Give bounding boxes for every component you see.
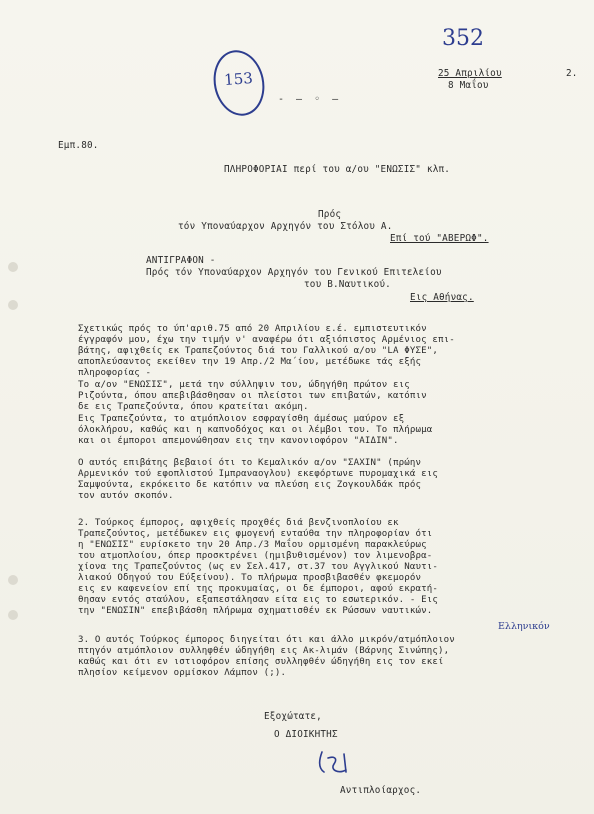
body-line: εις εν καφενείον επί της προκυμαίας, οι δε έμποροι, αφού εκρατή- bbox=[78, 584, 438, 594]
signature bbox=[316, 748, 360, 778]
body-line: Ριζούντα, όπου απεβιβάσθησαν οι πλείστοι των επιβατών, κατόπιν bbox=[78, 391, 427, 401]
closing-salutation: Εξοχώτατε, bbox=[264, 711, 322, 722]
body-line: καθώς και ότι εν ιστιοφόρον επίσης συλληφθέν ώδηγήθη εις τον εκεί bbox=[78, 657, 444, 667]
body-line: Ο αυτός επιβάτης βεβαιοί ότι το Κεμαλικόν α/ον "ΣΑΧΙΝ" (πρώην bbox=[78, 458, 422, 468]
body-line: 3. Ο αυτός Τούρκος έμπορος διηγείται ότι και άλλο μικρόν/ατμόπλοιον bbox=[78, 635, 455, 645]
body-line: και οι έμποροι απεμονώθησαν εις την κανονιοφόρον "ΑΙΔΙΝ". bbox=[78, 436, 399, 446]
separator-dash: - – ◦ – bbox=[278, 94, 342, 105]
body-line: την "ΕΝΩΣΙΝ" επεβιβάσθη πλήρωμα σχηματισθέν εκ Ρώσσων ναυτικών. bbox=[78, 606, 433, 616]
signatory-rank: Αντιπλοίαρχος. bbox=[340, 785, 422, 796]
subject-line: ΠΛΗΡΟΦΟΡΙΑΙ περί του α/ου "ΕΝΩΣΙΣ" κλπ. bbox=[224, 164, 451, 175]
body-line: θησαν εντός σταύλου, εξαπεστάλησαν είτα εις το εσωτερικόν. - Εις bbox=[78, 595, 438, 605]
addressee-ship: Επί τού "ΑΒΕΡΩΦ". bbox=[390, 233, 489, 244]
body-line: Τραπεζούντος, μετέδωκεν εις φμογενή ενταύθα την πληροφορίαν ότι bbox=[78, 529, 433, 539]
body-line: η "ΕΝΩΣΙΣ" ευρίσκετο την 20 Απρ./3 Μαΐου ορμισμένη παρακλεύρως bbox=[78, 540, 427, 550]
circled-number bbox=[208, 46, 271, 121]
body-line: πληροφορίας - bbox=[78, 368, 152, 378]
body-line: 2. Τούρκος έμπορος, αφιχθείς προχθές διά βενζινοπλοίου εκ bbox=[78, 518, 399, 528]
date-line-2: 8 Μαΐου bbox=[448, 80, 489, 91]
copy-recipient-2: του Β.Ναυτικού. bbox=[304, 279, 391, 290]
body-line: του ατμοπλοίου, όπερ προσκτρένει (ημιβυθισμένον) τον λιμενοβρα- bbox=[78, 551, 433, 561]
addressee-pros: Πρός bbox=[318, 209, 342, 220]
copy-recipient: Πρός τόν Υποναύαρχον Αρχηγόν του Γενικού Επιτελείου bbox=[146, 267, 442, 278]
body-line: έγγραφόν μου, έχω την τιμήν ν' αναφέρω ότι αξιόπιστος Αρμένιος επι- bbox=[78, 335, 455, 345]
body-line: όλοκλήρου, καθώς και η καπνοδόχος και οι λέμβοι του. Το πλήρωμα bbox=[78, 425, 433, 435]
body-line: αποπλεύσαντος εκείθεν την 19 Απρ./2 Μα΄ίου, μετέδωκε τάς εξής bbox=[78, 357, 422, 367]
copy-location: Εις Αθήνας. bbox=[410, 292, 474, 303]
addressee-line: τόν Υποναύαρχον Αρχηγόν του Στόλου Α. bbox=[178, 221, 393, 232]
circled-number-text: 153 bbox=[223, 69, 254, 89]
archive-number: 352 bbox=[442, 26, 484, 51]
body-line: τον αυτόν σκοπόν. bbox=[78, 491, 174, 501]
closing-title: Ο ΔΙΟΙΚΗΤΗΣ bbox=[274, 729, 338, 740]
body-line: λιακού Οδηγού του Εύξείνου). Το πλήρωμα προσβιβασθέν φκεμορόν bbox=[78, 573, 422, 583]
body-line: πλησίον κείμενον ορμίσκον Λάμπον (;). bbox=[78, 668, 287, 678]
page-number: 2. bbox=[566, 68, 578, 79]
body-line: πτηγόν ατμόπλοιον συλληφθέν ώδηγήθη εις Ακ-λιμάν (Βάρνης Σινώπης), bbox=[78, 646, 450, 656]
date-line-1: 25 Απριλίου bbox=[438, 68, 502, 79]
body-line: Σαμψούντα, εκρόκειτο δε κατόπιν να πλεύση εις Ζογκουλδάκ πρός bbox=[78, 480, 422, 490]
body-line: Το α/ον "ΕΝΩΣΙΣ", μετά την σύλληψιν του, ώδηγήθη πρώτον εις bbox=[78, 380, 410, 390]
body-line: Σχετικώς πρός το ύπ'αριθ.75 από 20 Απριλίου ε.έ. εμπιστευτικόν bbox=[78, 324, 427, 334]
body-line: δε εις Τραπεζούντα, όπου κρατείται ακόμη. bbox=[78, 402, 309, 412]
body-line: Αρμενικόν τού εφοπλιστού Ιμπραναογλου) εκεφόρτωνε πυρομαχικά εις bbox=[78, 469, 438, 479]
copy-label: ΑΝΤΙΓΡΑΦΟΝ - bbox=[146, 255, 216, 266]
body-line: Εις Τραπεζούντα, το ατμόπλοιον εσφραγίσθη άμέσως μαύρον εξ bbox=[78, 414, 405, 424]
body-line: χίονα της Τραπεζούντος (ως εν Σελ.417, στ.37 του Αγγλικού Ναυτι- bbox=[78, 562, 438, 572]
handwritten-insert: Ελληνικόν bbox=[498, 621, 550, 632]
reference-number: Εμπ.80. bbox=[58, 140, 99, 151]
body-line: βάτης, αφιχθείς εκ Τραπεζούντος διά του Γαλλικού α/ου "LA ΦΥΣΕ", bbox=[78, 346, 438, 356]
